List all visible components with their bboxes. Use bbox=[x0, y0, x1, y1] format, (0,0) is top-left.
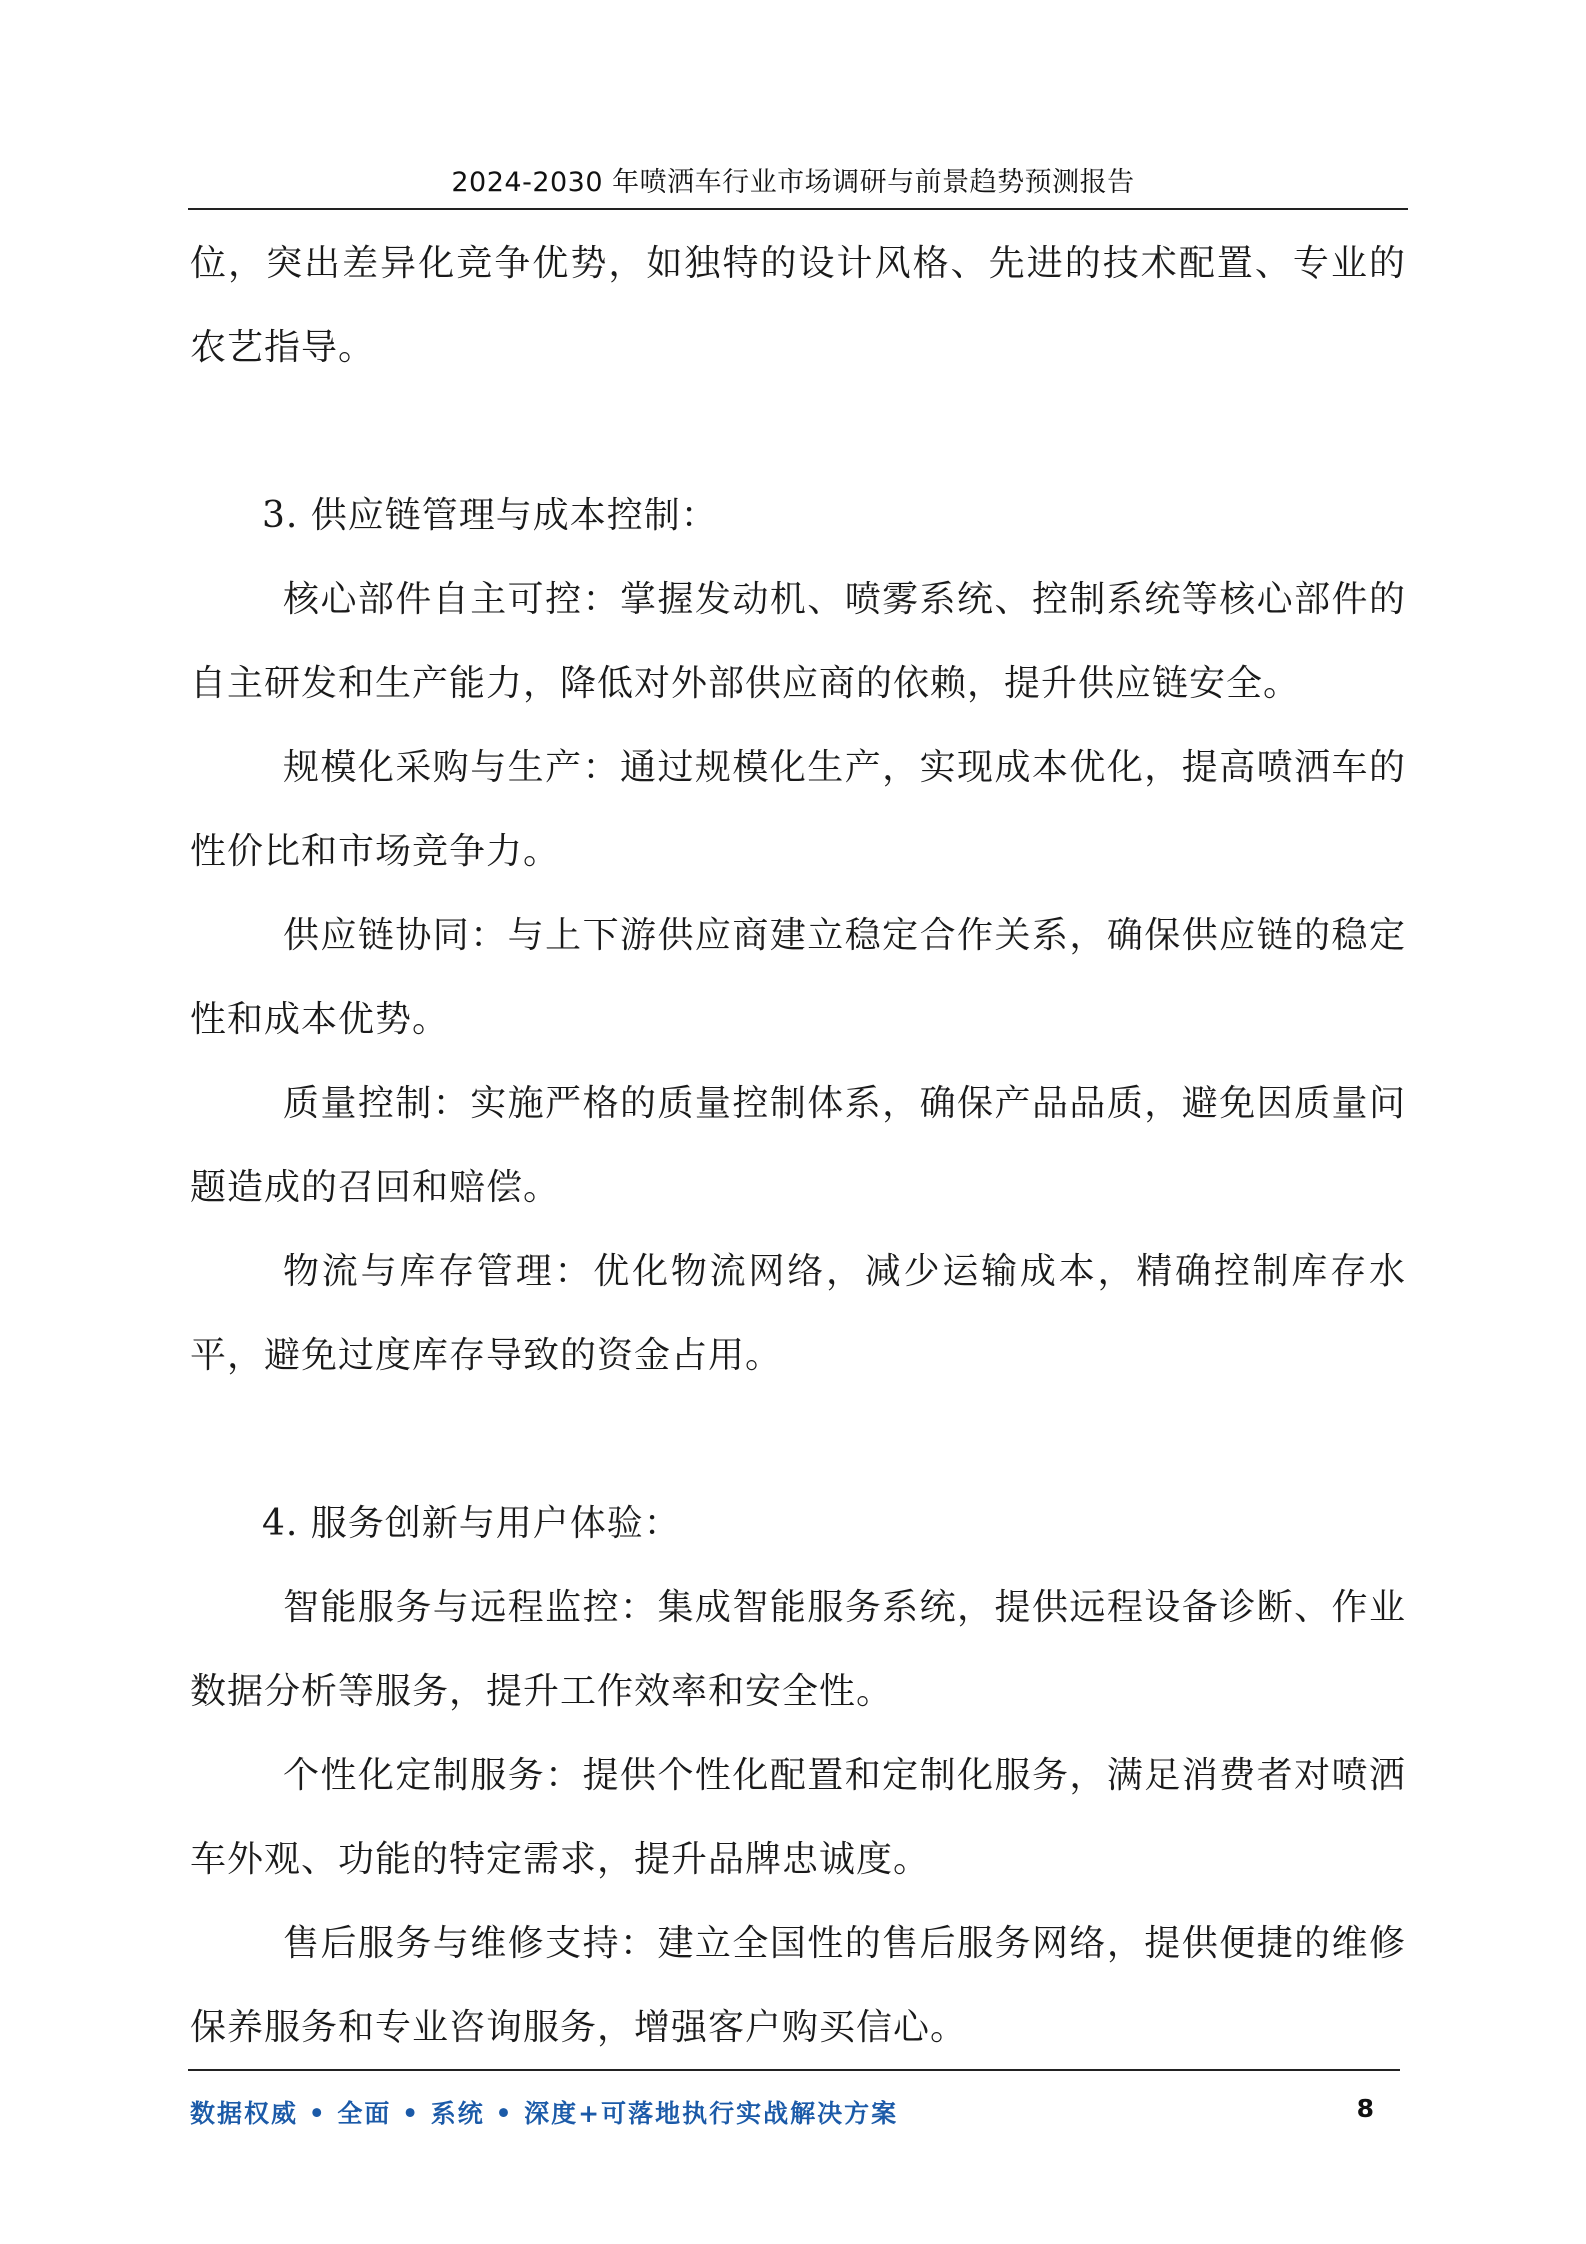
paragraph-after-sales: 售后服务与维修支持：建立全国性的售后服务网络，提供便捷的维修保养服务和专业咨询服务，增强客户购买信心。 bbox=[190, 1923, 1406, 2048]
document-body bbox=[190, 222, 1406, 2070]
paragraph-quality-control: 质量控制：实施严格的质量控制体系，确保产品品质，避免因质量问题造成的召回和赔偿。 bbox=[190, 1083, 1406, 1208]
footer-slogan: 数据权威 • 全面 • 系统 • 深度+可落地执行实战解决方案 bbox=[190, 2099, 899, 2128]
page-number: 8 bbox=[1356, 2094, 1374, 2123]
page-header-title: 2024-2030 年喷洒车行业市场调研与前景趋势预测报告 bbox=[451, 167, 1135, 198]
paragraph-logistics-inventory: 物流与库存管理：优化物流网络，减少运输成本，精确控制库存水平，避免过度库存导致的资金占用。 bbox=[190, 1251, 1406, 1376]
section-heading-3: 3. 供应链管理与成本控制： bbox=[262, 495, 718, 536]
paragraph-scale-procurement: 规模化采购与生产：通过规模化生产，实现成本优化，提高喷洒车的性价比和市场竞争力。 bbox=[190, 747, 1406, 872]
paragraph-continuation: 位，突出差异化竞争优势，如独特的设计风格、先进的技术配置、专业的农艺指导。 bbox=[190, 243, 1406, 368]
paragraph-customization: 个性化定制服务：提供个性化配置和定制化服务，满足消费者对喷洒车外观、功能的特定需求，提升品牌忠诚度。 bbox=[190, 1755, 1406, 1880]
header-divider bbox=[188, 208, 1408, 210]
paragraph-supply-chain-collaboration: 供应链协同：与上下游供应商建立稳定合作关系，确保供应链的稳定性和成本优势。 bbox=[190, 915, 1406, 1040]
section-heading-4: 4. 服务创新与用户体验： bbox=[262, 1503, 681, 1544]
paragraph-core-components: 核心部件自主可控：掌握发动机、喷雾系统、控制系统等核心部件的自主研发和生产能力，降低对外部供应商的依赖，提升供应链安全。 bbox=[190, 579, 1406, 704]
footer-divider bbox=[188, 2069, 1400, 2071]
paragraph-smart-service: 智能服务与远程监控：集成智能服务系统，提供远程设备诊断、作业数据分析等服务，提升工作效率和安全性。 bbox=[190, 1587, 1406, 1712]
